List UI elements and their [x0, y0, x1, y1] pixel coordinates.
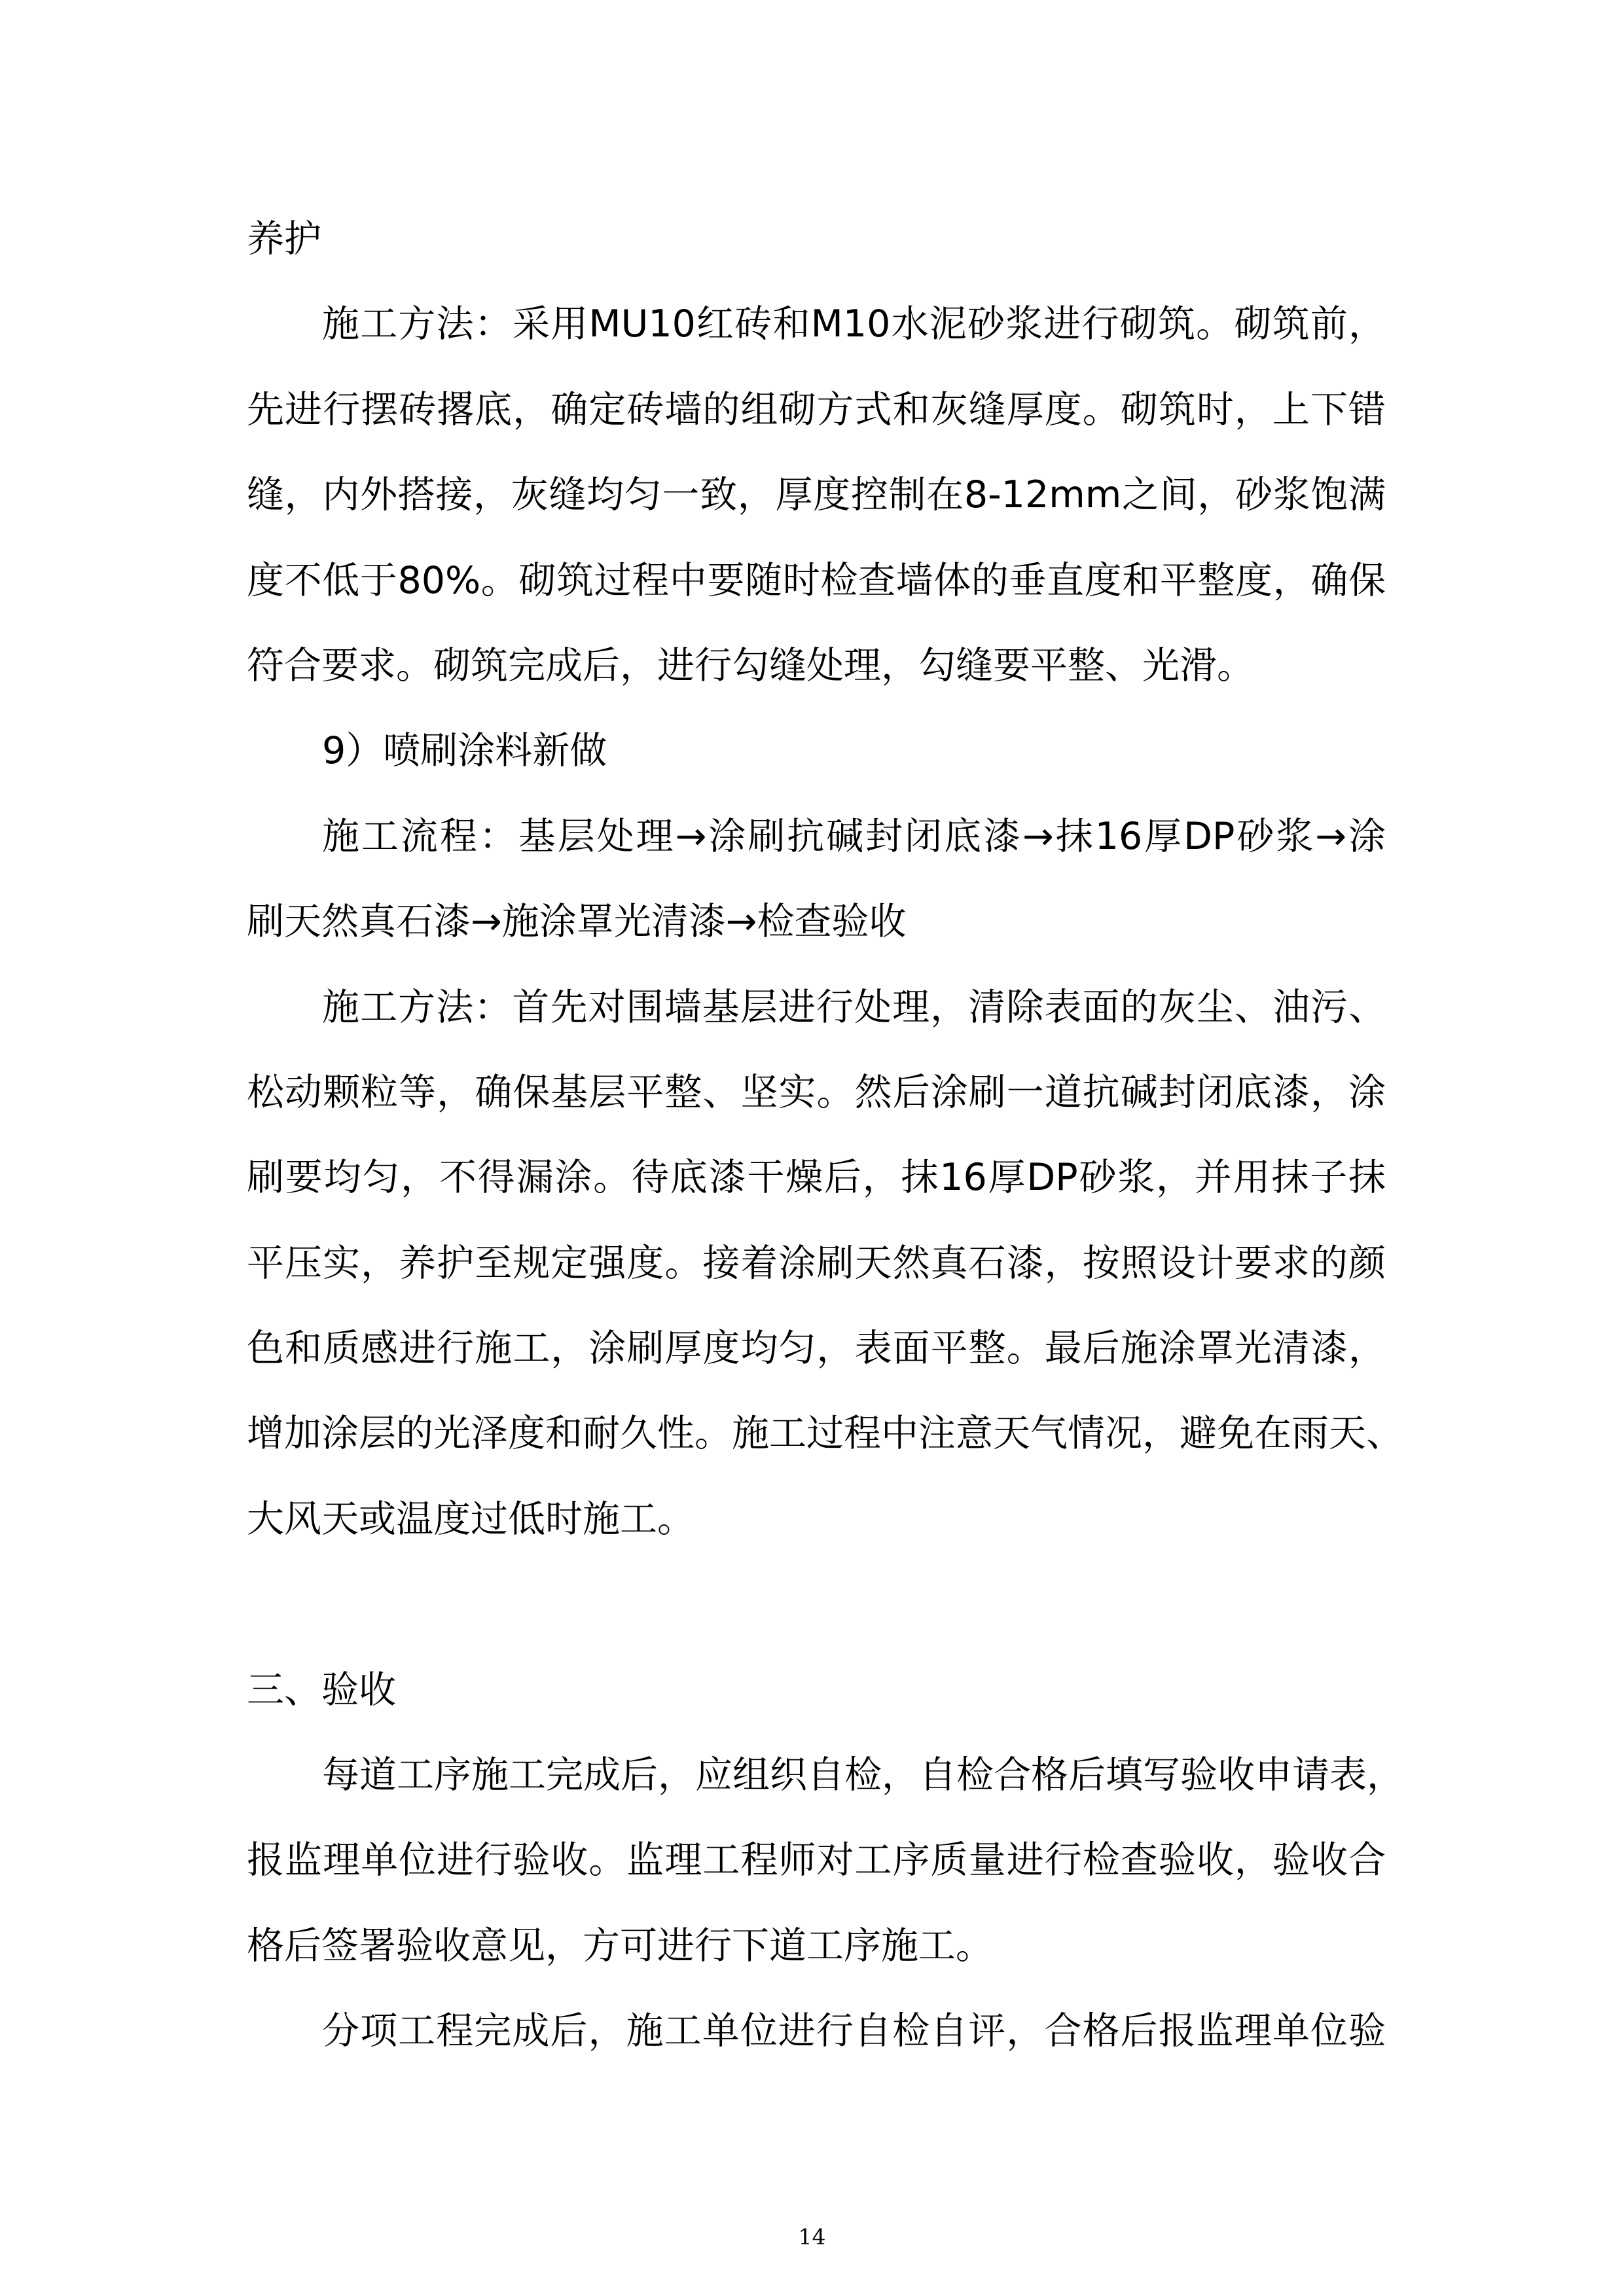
paragraph-line: 色和质感进行施工，涂刷厚度均匀，表面平整。最后施涂罩光清漆， — [247, 1327, 1386, 1371]
paragraph-line: 缝，内外搭接，灰缝均匀一致，厚度控制在8-12mm之间，砂浆饱满 — [247, 473, 1386, 517]
section-heading: 三、验收 — [247, 1668, 396, 1712]
paragraph-line: 养护 — [247, 217, 321, 260]
paragraph-line: 施工流程：基层处理→涂刷抗碱封闭底漆→抹16厚DP砂浆→涂 — [322, 814, 1386, 858]
paragraph-line: 大风天或温度过低时施工。 — [247, 1497, 695, 1541]
paragraph-line: 刷天然真石漆→施涂罩光清漆→检查验收 — [247, 900, 907, 944]
paragraph-line: 先进行摆砖撂底，确定砖墙的组砌方式和灰缝厚度。砌筑时，上下错 — [247, 387, 1386, 431]
paragraph-line: 度不低于80%。砌筑过程中要随时检查墙体的垂直度和平整度，确保 — [247, 558, 1386, 602]
paragraph-line: 松动颗粒等，确保基层平整、坚实。然后涂刷一道抗碱封闭底漆，涂 — [247, 1070, 1386, 1114]
paragraph-line: 施工方法：首先对围墙基层进行处理，清除表面的灰尘、油污、 — [322, 985, 1386, 1029]
document-body — [247, 196, 1404, 2074]
paragraph-line: 每道工序施工完成后，应组织自检，自检合格后填写验收申请表， — [322, 1753, 1404, 1797]
paragraph-line: 格后签署验收意见，方可进行下道工序施工。 — [247, 1924, 993, 1967]
page-number: 14 — [798, 2224, 826, 2250]
paragraph-line: 分项工程完成后，施工单位进行自检自评，合格后报监理单位验 — [322, 2009, 1386, 2053]
paragraph-line: 报监理单位进行验收。监理工程师对工序质量进行检查验收，验收合 — [247, 1839, 1386, 1882]
paragraph-line: 刷要均匀，不得漏涂。待底漆干燥后，抹16厚DP砂浆，并用抹子抹 — [247, 1156, 1386, 1200]
paragraph-line: 符合要求。砌筑完成后，进行勾缝处理，勾缝要平整、光滑。 — [247, 643, 1254, 687]
paragraph-line: 增加涂层的光泽度和耐久性。施工过程中注意天气情况，避免在雨天、 — [247, 1412, 1403, 1456]
section-gap — [247, 1562, 1386, 1647]
paragraph-line: 平压实，养护至规定强度。接着涂刷天然真石漆，按照设计要求的颜 — [247, 1241, 1386, 1285]
paragraph-line: 施工方法：采用MU10红砖和M10水泥砂浆进行砌筑。砌筑前， — [322, 302, 1386, 346]
section-heading: 9）喷刷涂料新做 — [322, 729, 607, 773]
